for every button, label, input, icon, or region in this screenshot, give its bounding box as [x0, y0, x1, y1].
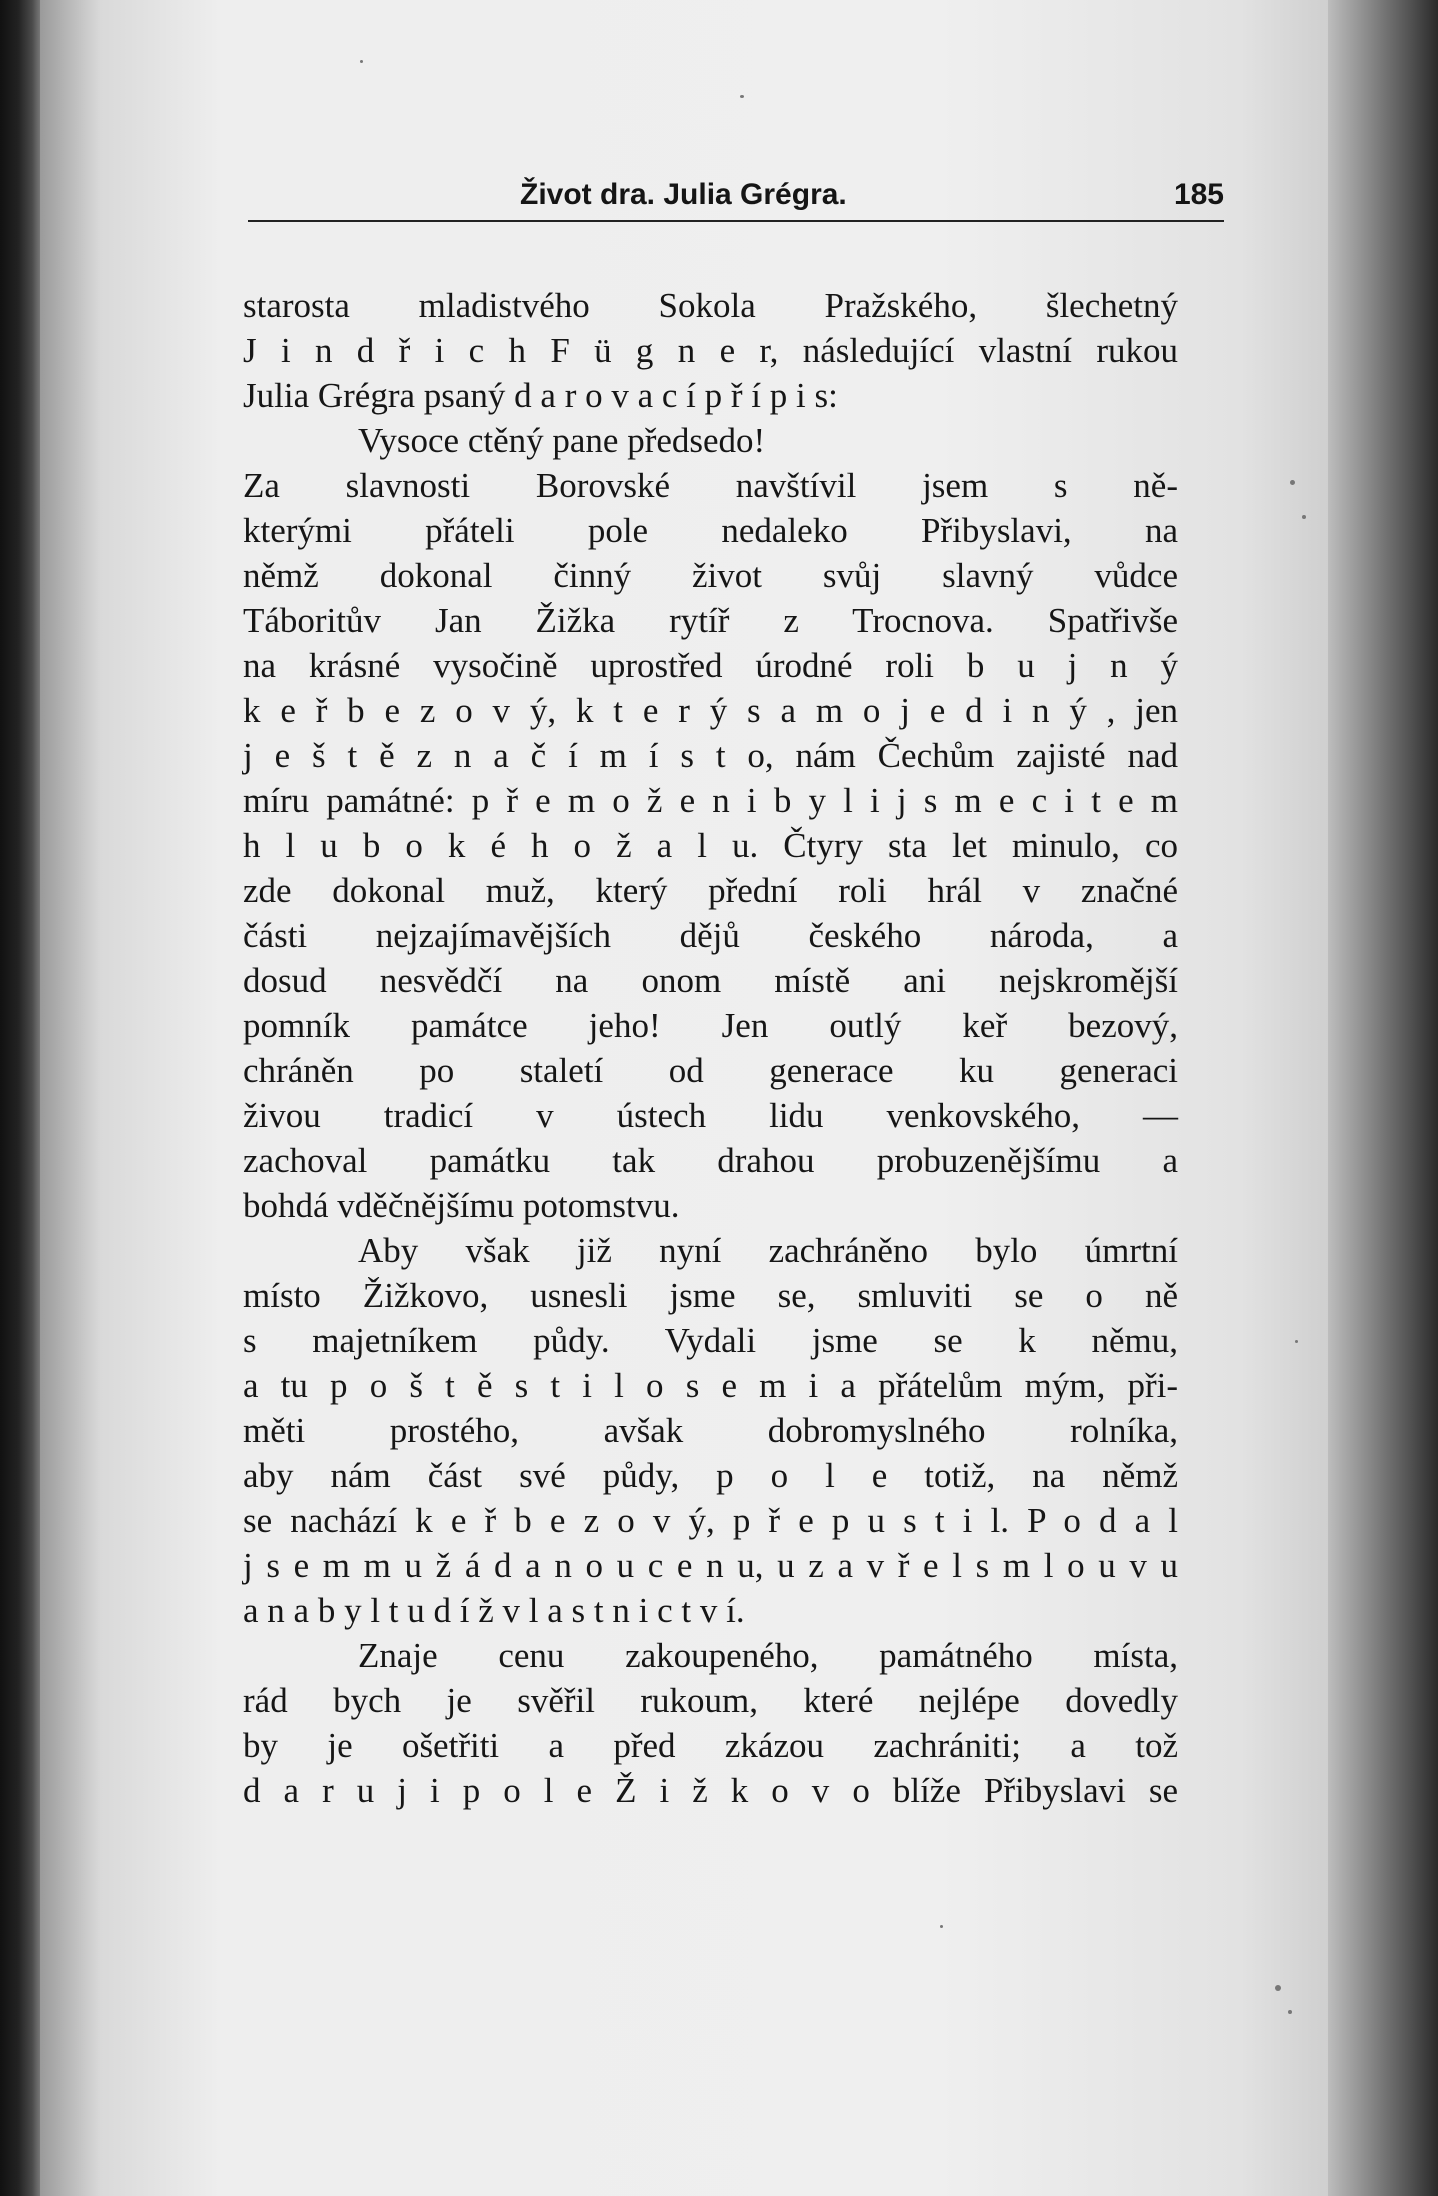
text-line: aby nám část své půdy, p o l e totiž, na němž — [243, 1456, 1178, 1495]
text-line: d a r u j i p o l e Ž i ž k o v o blíže Přibyslavi se — [243, 1771, 1178, 1810]
text-line: zachoval památku tak drahou probuzenějšímu a — [243, 1141, 1178, 1180]
paper-speck — [940, 1925, 943, 1928]
text-line: kterými přáteli pole nedaleko Přibyslavi, na — [243, 511, 1178, 550]
text-line: dosud nesvědčí na onom místě ani nejskromější — [243, 961, 1178, 1000]
text-line: starosta mladistvého Sokola Pražského, šlechetný — [243, 286, 1178, 325]
paper-speck — [360, 60, 363, 63]
book-page — [40, 0, 1328, 2196]
paper-speck — [740, 95, 744, 98]
text-line: a n a b y l t u d í ž v l a s t n i c t v í. — [243, 1591, 745, 1630]
text-line: rád bych je svěřil rukoum, které nejlépe dovedly — [243, 1681, 1178, 1720]
paper-speck — [1302, 515, 1306, 519]
running-title: Život dra. Julia Grégra. — [520, 178, 847, 211]
body-text — [243, 283, 1178, 1813]
text-line: Aby však již nyní zachráněno bylo úmrtní — [358, 1231, 1178, 1270]
text-line: chráněn po staletí od generace ku generaci — [243, 1051, 1178, 1090]
page-header — [248, 178, 1224, 222]
scan-shadow-left — [0, 0, 40, 2196]
text-line: živou tradicí v ústech lidu venkovského, — — [243, 1096, 1178, 1135]
text-line: němž dokonal činný život svůj slavný vůdce — [243, 556, 1178, 595]
text-line: bohdá vděčnějšímu potomstvu. — [243, 1186, 680, 1225]
text-line: zde dokonal muž, který přední roli hrál v značné — [243, 871, 1178, 910]
paper-speck — [1295, 1340, 1298, 1343]
page-number: 185 — [1173, 178, 1224, 211]
text-line: měti prostého, avšak dobromyslného rolníka, — [243, 1411, 1178, 1450]
text-line: se nachází k e ř b e z o v ý, p ř e p u s t i l. P o d a l — [243, 1501, 1178, 1540]
text-line: Táboritův Jan Žižka rytíř z Trocnova. Spatřivše — [243, 601, 1178, 640]
text-line: k e ř b e z o v ý, k t e r ý s a m o j e d i n ý , jen — [243, 691, 1178, 730]
text-line: J i n d ř i c h F ü g n e r, následující vlastní rukou — [243, 331, 1178, 370]
text-line: na krásné vysočině uprostřed úrodné roli b u j n ý — [243, 646, 1178, 685]
text-line: by je ošetřiti a před zkázou zachrániti; a tož — [243, 1726, 1178, 1765]
paper-speck — [1290, 480, 1295, 485]
text-line: Znaje cenu zakoupeného, památného místa, — [358, 1636, 1178, 1675]
text-line: j e š t ě z n a č í m í s t o, nám Čechům zajisté nad — [243, 736, 1178, 775]
text-line: pomník památce jeho! Jen outlý keř bezový, — [243, 1006, 1178, 1045]
text-line: místo Žižkovo, usnesli jsme se, smluviti se o ně — [243, 1276, 1178, 1315]
paper-speck — [1275, 1985, 1281, 1991]
text-line: j s e m m u ž á d a n o u c e n u, u z a v ř e l s m l o u v u — [243, 1546, 1178, 1585]
scan-shadow-right — [1328, 0, 1438, 2196]
text-line: Julia Grégra psaný d a r o v a c í p ř í p i s: — [243, 376, 838, 415]
paper-speck — [1288, 2010, 1292, 2014]
text-line: Vysoce ctěný pane předsedo! — [358, 421, 766, 460]
text-line: míru památné: p ř e m o ž e n i b y l i j s m e c i t e m — [243, 781, 1178, 820]
text-line: h l u b o k é h o ž a l u. Čtyry sta let minulo, co — [243, 826, 1178, 865]
text-line: Za slavnosti Borovské navštívil jsem s ně- — [243, 466, 1178, 505]
text-line: části nejzajímavějších dějů českého národa, a — [243, 916, 1178, 955]
text-line: s majetníkem půdy. Vydali jsme se k němu, — [243, 1321, 1178, 1360]
text-line: a tu p o š t ě s t i l o s e m i a přátelům mým, při- — [243, 1366, 1178, 1405]
